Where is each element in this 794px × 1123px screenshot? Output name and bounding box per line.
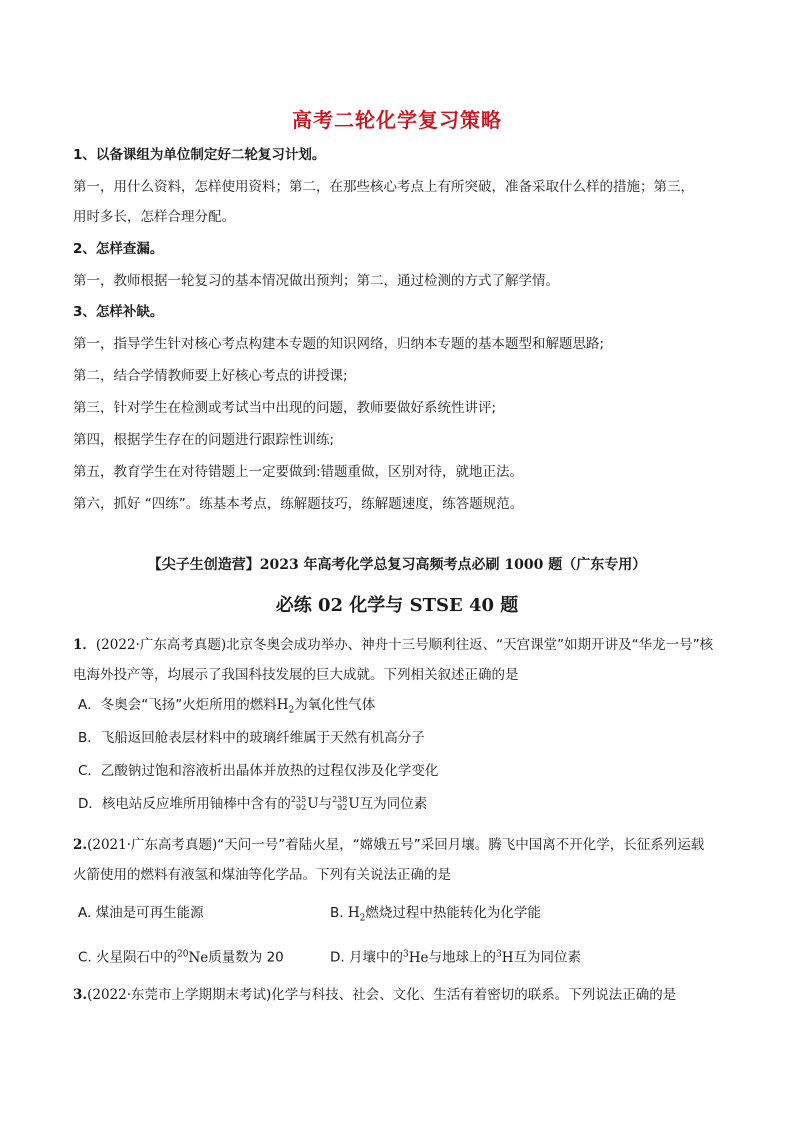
exercise-header: 【尖子生创造营】2023 年高考化学总复习高频考点必刷 1000 题（广东专用） — [147, 557, 647, 573]
question-2-line-1: “天问一号”着陆火星，“嫦娥五号”采回月壤。腾飞中国离不开化学，长征系列运载 — [217, 837, 705, 853]
question-1-source: (2022·广东高考真题) — [95, 637, 227, 653]
mass-number: 20 — [177, 949, 189, 959]
option-c-tail: 质量数为 20 — [208, 949, 284, 966]
strategy-step-1: 第一，指导学生针对核心考点构建本专题的知识网络，归纳本专题的基本题型和解题思路; — [73, 336, 605, 352]
atomic-number: 92 — [337, 803, 348, 812]
question-1-option-a — [78, 695, 375, 721]
hydrogen-formula — [276, 697, 295, 716]
question-1-option-d — [78, 794, 427, 814]
strategy-heading-1: 1、以备课组为单位制定好二轮复习计划。 — [73, 147, 326, 163]
strategy-paragraph-1-line-1: 第一，用什么资料，怎样使用资料；第二，在那些核心考点上有所突破，准备采取什么样的措施；第三， — [73, 179, 694, 195]
hydrogen-formula — [347, 905, 366, 924]
option-d-text: D．核电站反应堆所用铀棒中含有的 — [78, 796, 291, 812]
strategy-step-2: 第二，结合学情教师要上好核心考点的讲授课; — [73, 368, 348, 384]
question-2-option-a: A. 煤油是可再生能源 — [78, 905, 204, 921]
question-2-source: (2021·广东高考真题) — [87, 837, 218, 853]
option-d-connector: 与 — [318, 796, 333, 812]
strategy-step-5: 第五，教育学生在对待错题上一定要做到:错题重做，区别对待，就地正法。 — [73, 464, 524, 480]
uranium-symbol: U — [348, 796, 360, 812]
strategy-step-6: 第六，抓好 “四练”。练基本考点，练解题技巧，练解题速度，练答题规范。 — [73, 496, 524, 512]
strategy-heading-2: 2、怎样查漏。 — [73, 241, 164, 257]
question-1-option-b: B．飞船返回舱表层材料中的玻璃纤维属于天然有机高分子 — [78, 730, 425, 746]
question-2-number: 2. — [73, 837, 88, 853]
option-d-text: D. 月壤中的 — [330, 949, 403, 966]
hydrogen-isotope — [496, 950, 514, 966]
question-2-option-d — [330, 944, 581, 968]
question-1-option-c: C．乙酸钠过饱和溶液析出晶体并放热的过程仅涉及化学变化 — [78, 763, 439, 779]
formula-symbol: H — [276, 697, 289, 713]
question-1-number: 1． — [73, 637, 96, 653]
question-2-stem — [73, 830, 733, 890]
isotope-235-notation — [291, 796, 306, 812]
strategy-step-3: 第三，针对学生在检测或考试当中出现的问题，教师要做好系统性讲评; — [73, 400, 497, 416]
mass-number: 235 — [290, 795, 307, 804]
option-d-tail: 互为同位素 — [513, 949, 581, 966]
strategy-paragraph-1-line-2: 用时多长，怎样合理分配。 — [73, 209, 235, 225]
mass-number: 238 — [332, 795, 348, 804]
question-2-option-c — [78, 944, 284, 968]
option-d-tail: 互为同位素 — [359, 796, 428, 812]
atomic-number: 92 — [296, 803, 307, 812]
mass-number: 3 — [402, 949, 409, 959]
strategy-step-4: 第四，根据学生存在的问题进行跟踪性训练; — [73, 432, 335, 448]
formula-subscript: 2 — [288, 705, 295, 716]
hydrogen-symbol: H — [501, 949, 514, 966]
question-3-line-1: 化学与科技、社会、文化、生活有着密切的联系。下列说法正确的是 — [271, 987, 677, 1003]
formula-symbol: H — [347, 905, 360, 921]
question-3-number: 3. — [73, 987, 88, 1003]
question-1-line-1: 北京冬奥会成功举办、神舟十三号顺利往返、“天宫课堂”如期开讲及“华龙一号”核 — [226, 637, 714, 653]
strategy-paragraph-2: 第一，教师根据一轮复习的基本情况做出预判；第二，通过检测的方式了解学情。 — [73, 273, 559, 289]
helium-isotope — [403, 950, 429, 966]
option-d-connector: 与地球上的 — [428, 949, 496, 966]
option-c-text: C. 火星陨石中的 — [78, 949, 178, 966]
question-1-stem — [73, 630, 733, 690]
question-2-option-b — [330, 903, 541, 929]
question-3-source: (2022·东莞市上学期期末考试) — [87, 987, 272, 1003]
mass-number: 3 — [495, 949, 502, 959]
document-title: 高考二轮化学复习策略 — [292, 108, 502, 132]
uranium-symbol: U — [307, 796, 319, 812]
exercise-title: 必练 02 化学与 STSE 40 题 — [275, 595, 519, 616]
isotope-238-notation — [332, 796, 347, 812]
helium-symbol: He — [408, 949, 429, 966]
question-3-stem — [73, 980, 733, 1010]
option-a-text: A．冬奥会“飞扬”火炬所用的燃料 — [78, 697, 277, 713]
question-2-line-2: 火箭使用的燃料有液氢和煤油等化学品。下列有关说法正确的是 — [73, 867, 451, 883]
neon-symbol: Ne — [188, 949, 209, 966]
question-1-line-2: 电海外投产等，均展示了我国科技发展的巨大成就。下列相关叙述正确的是 — [73, 667, 519, 683]
formula-subscript: 2 — [359, 913, 366, 924]
option-b-tail: 燃烧过程中热能转化为化学能 — [365, 905, 541, 921]
option-a-tail: 为氧化性气体 — [294, 697, 376, 713]
option-b-letter: B. — [330, 905, 344, 921]
neon-isotope — [177, 950, 208, 966]
strategy-heading-3: 3、怎样补缺。 — [73, 304, 164, 320]
